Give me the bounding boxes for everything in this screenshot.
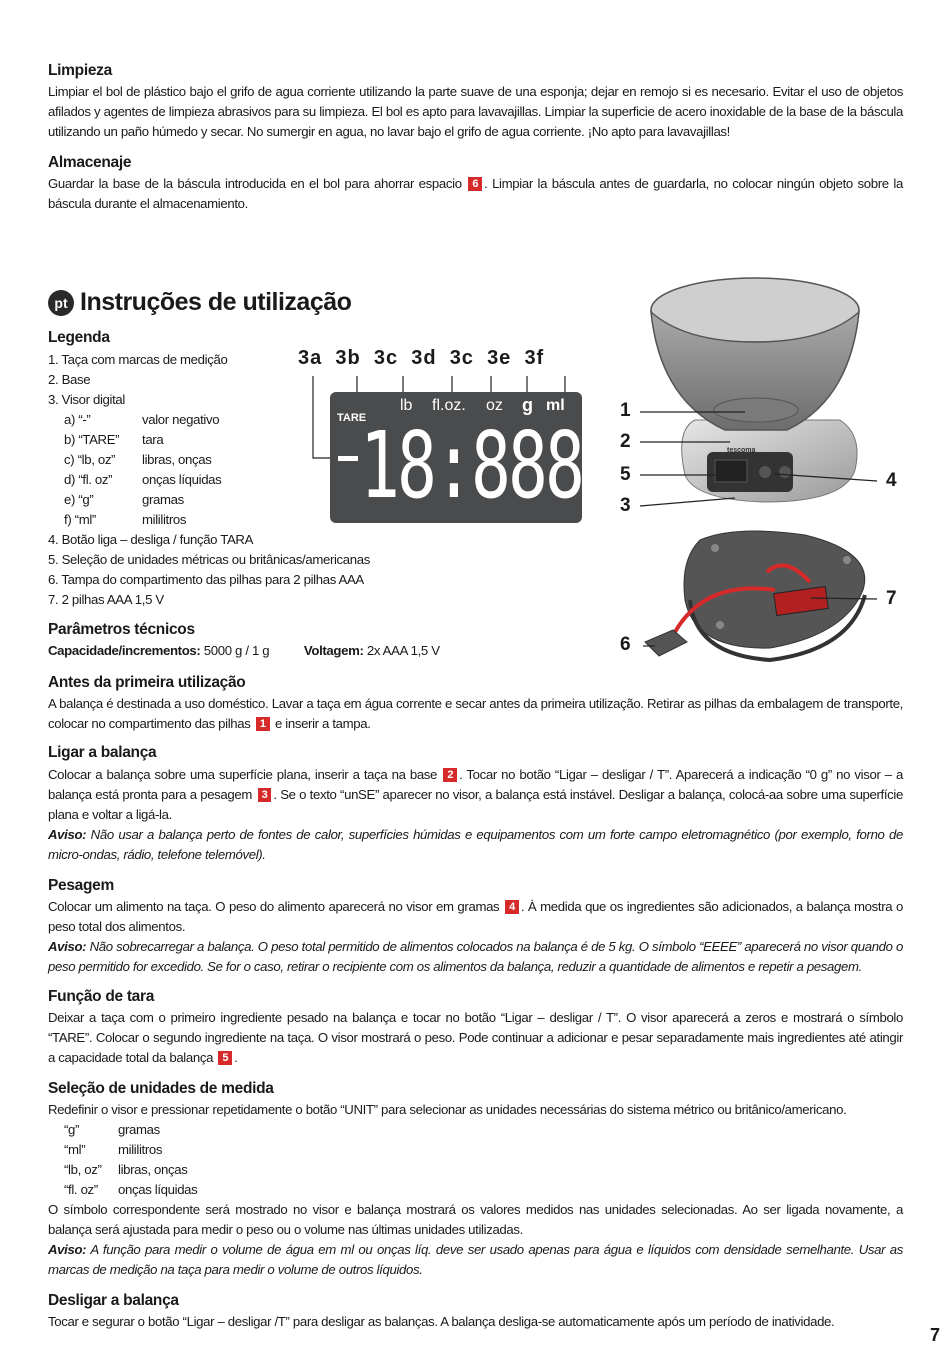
antes-text-a: A balança é destinada a uso doméstico. Lavar a taça em água corrente e secar antes da primeira utilização. Retirar as pilhas da embalagem de transporte, colocar no compartimento das pilhas	[48, 696, 903, 731]
callout-4: 4	[886, 470, 897, 491]
capacity-label: Capacidade/incrementos:	[48, 643, 201, 658]
tara-text-b: .	[234, 1050, 238, 1065]
ligar-text-b: . Tocar no botão “Ligar – desligar / T”. Aparecerá a indicação “0 g” no visor – a balança está pronta para a pesagem	[48, 767, 903, 802]
lcd-label: 3b	[335, 347, 361, 369]
legend-item: 3. Visor digital	[48, 392, 125, 407]
ref-badge: 4	[505, 900, 519, 914]
lcd-label: 3c	[373, 347, 399, 369]
unit-key: “lb, oz”	[64, 1162, 102, 1177]
capacity-value: 5000 g / 1 g	[203, 643, 270, 658]
lcd-label: 3d	[411, 347, 437, 369]
legend-item: 1. Taça com marcas de medição	[48, 352, 228, 367]
almacenaje-text-b: . Limpiar la báscula antes de guardarla, no colocar ningún objeto sobre la báscula durante el almacenamiento.	[48, 176, 903, 211]
unit-key: “ml”	[64, 1142, 86, 1157]
limpieza-heading: Limpieza	[48, 62, 112, 79]
legend-item: 2. Base	[48, 372, 91, 387]
pesagem-text-a: Colocar um alimento na taça. O peso do alimento aparecerá no visor em gramas	[48, 899, 500, 914]
unidades-intro: Redefinir o visor e pressionar repetidamente o botão “UNIT” para selecionar as unidades necessárias do sistema métrico ou britânico/americano.	[48, 1102, 847, 1117]
unit-value: gramas	[118, 1122, 160, 1137]
ligar-heading: Ligar a balança	[48, 744, 157, 761]
lcd-unit-g: g	[522, 395, 533, 415]
unidades-paragraph: O símbolo correspondente será mostrado no visor e balança mostrará os valores medidos nas unidades selecionadas. Ao ser ligada novamente, a balança será ajustada para medir o peso ou o volume nas últimas unidades utilizadas.	[48, 1202, 903, 1237]
antes-text	[48, 694, 903, 734]
almacenaje-heading: Almacenaje	[48, 154, 132, 171]
callout-7: 7	[886, 588, 897, 609]
aviso-text: A função para medir o volume de água em ml ou onças líq. deve ser usado apenas para água e líquidos com densidade semelhante. Usar as marcas de medição na taça para medir o volume de outros líquidos.	[48, 1242, 903, 1277]
legend-subitem-value: valor negativo	[142, 412, 220, 427]
unidades-heading: Seleção de unidades de medida	[48, 1080, 274, 1097]
tara-text	[48, 1008, 903, 1068]
aviso-label: Aviso:	[48, 939, 87, 954]
ligar-text-c: . Se o texto “unSE” aparecer no visor, a balança está instável. Desligar a balança, colocá-aa sobre uma superfície plana e voltar a ligá-la.	[48, 787, 903, 822]
lcd-labels	[298, 347, 544, 370]
legend-subitem-key: c) “lb, oz”	[64, 452, 116, 467]
aviso-text: Não usar a balança perto de fontes de calor, superfícies húmidas e equipamentos com um forte campo eletromagnético (por exemplo, forno de micro-ondas, rádio, telefone telemóvel).	[48, 827, 903, 862]
lcd-label: 3e	[487, 347, 512, 369]
antes-text-b: e inserir a tampa.	[274, 716, 371, 731]
lcd-digits: 18:888	[360, 412, 583, 519]
limpieza-paragraph: Limpiar el bol de plástico bajo el grifo de agua corriente utilizando la parte suave de una esponja; dejar en remojo si es necesario. Evitar el uso de objetos afilados y agentes de limpieza abrasivos para su limpieza. El bol es apto para lavavajillas. Limpiar la superficie de acero inoxidable de la base de la báscula utilizando un paño húmedo y secar. No sumergir en agua, no lavar bajo el grifo de agua corriente. ¡No apto para lavavajillas!	[48, 84, 903, 139]
ref-badge: 2	[443, 768, 457, 782]
limpieza-text	[48, 82, 903, 142]
aviso-text: Não sobrecarregar a balança. O peso total permitido de alimentos colocados na balança é de 5 kg. O símbolo “EEEE” aparecerá no visor quando o peso permitido for excedido. Se for o caso, retirar o recipiente com os alimentos da balança, reduzir a quantidade de alimentos e repetir a pesagem.	[48, 939, 903, 974]
pt-section-title	[48, 288, 351, 317]
tara-heading: Função de tara	[48, 988, 155, 1005]
legend-item: 5. Seleção de unidades métricas ou britânicas/americanas	[48, 552, 371, 567]
tara-text-a: Deixar a taça com o primeiro ingrediente pesado na balança e tocar no botão “Ligar – desligar / T”. O visor aparecerá a zeros e mostrará o símbolo “TARE”. Colocar o segundo ingrediente na taça. O visor mostrará o peso. Pode continuar a adicionar e pesar separadamente mais ingredientes até atingir a capacidade total da balança	[48, 1010, 903, 1065]
aviso-label: Aviso:	[48, 827, 87, 842]
unit-value: mililitros	[118, 1142, 163, 1157]
pesagem-text-b: . À medida que os ingredientes são adicionados, a balança mostra o peso total dos alimentos.	[48, 899, 903, 934]
legend-subitem-value: onças líquidas	[142, 472, 222, 487]
scale-illustration	[615, 270, 915, 670]
callout-2: 2	[620, 431, 631, 452]
aviso-label: Aviso:	[48, 1242, 87, 1257]
parametros-heading: Parâmetros técnicos	[48, 621, 195, 638]
ref-badge: 1	[256, 717, 270, 731]
lcd-unit-floz: fl.oz.	[432, 397, 466, 414]
pesagem-text	[48, 897, 903, 977]
lcd-unit-oz: oz	[486, 397, 503, 414]
unit-option	[48, 1140, 903, 1160]
legend-subitem-value: gramas	[142, 492, 184, 507]
brand-logo: tescoma	[727, 447, 756, 454]
ligar-text	[48, 765, 903, 865]
lcd-unit-lb: lb	[400, 397, 413, 414]
callout-6: 6	[620, 634, 631, 655]
voltage-label: Voltagem:	[303, 643, 364, 658]
lcd-minus-segment	[338, 456, 358, 461]
lcd-label: 3c	[449, 347, 474, 369]
ref-badge: 6	[468, 177, 482, 191]
legend-subitem-value: mililitros	[142, 512, 187, 527]
legend-subitem-key: f) “ml”	[64, 512, 96, 527]
ref-badge: 3	[258, 788, 272, 802]
unit-key: “fl. oz”	[64, 1182, 98, 1197]
ligar-text-a: Colocar a balança sobre uma superfície plana, inserir a taça na base	[48, 767, 438, 782]
callout-5: 5	[620, 464, 631, 485]
unit-value: libras, onças	[118, 1162, 188, 1177]
page-number: 7	[929, 1325, 940, 1345]
unit-key: “g”	[64, 1122, 80, 1137]
unit-option	[48, 1180, 903, 1200]
lcd-unit-ml: ml	[546, 397, 565, 414]
pesagem-heading: Pesagem	[48, 877, 114, 894]
legend-item: 6. Tampa do compartimento das pilhas para 2 pilhas AAA	[48, 572, 364, 587]
lcd-label: 3a	[298, 347, 323, 369]
desligar-text	[48, 1312, 903, 1332]
almacenaje-text	[48, 174, 903, 214]
legend-subitem-value: tara	[142, 432, 164, 447]
unit-option	[48, 1160, 903, 1180]
callout-3: 3	[620, 495, 631, 516]
unit-value: onças líquidas	[118, 1182, 198, 1197]
legend-item: 7. 2 pilhas AAA 1,5 V	[48, 592, 164, 607]
lcd-tare: TARE	[337, 412, 367, 424]
legend-item: 4. Botão liga – desliga / função TARA	[48, 532, 254, 547]
lcd-label: 3f	[524, 347, 545, 369]
unidades-text	[48, 1100, 903, 1280]
antes-heading: Antes da primeira utilização	[48, 674, 246, 691]
legend-subitem-value: libras, onças	[142, 452, 212, 467]
page-title: Instruções de utilização	[80, 288, 352, 316]
legend-subitem-key: e) “g”	[64, 492, 94, 507]
lcd-display	[330, 392, 582, 523]
pt-language-icon: pt	[48, 290, 74, 316]
legend-subitem-key: b) “TARE”	[64, 432, 120, 447]
almacenaje-text-a: Guardar la base de la báscula introducida en el bol para ahorrar espacio	[48, 176, 462, 191]
voltage-value: 2x AAA 1,5 V	[366, 643, 440, 658]
parametros-values	[48, 641, 568, 661]
callout-1: 1	[620, 400, 631, 421]
legenda-heading: Legenda	[48, 329, 110, 346]
desligar-paragraph: Tocar e segurar o botão “Ligar – desligar /T” para desligar as balanças. A balança desliga-se automaticamente após um período de inatividade.	[48, 1314, 835, 1329]
desligar-heading: Desligar a balança	[48, 1292, 179, 1309]
legend-subitem-key: d) “fl. oz”	[64, 472, 113, 487]
legend-subitem-key: a) “-”	[64, 412, 91, 427]
ref-badge: 5	[218, 1051, 232, 1065]
unit-option	[48, 1120, 903, 1140]
